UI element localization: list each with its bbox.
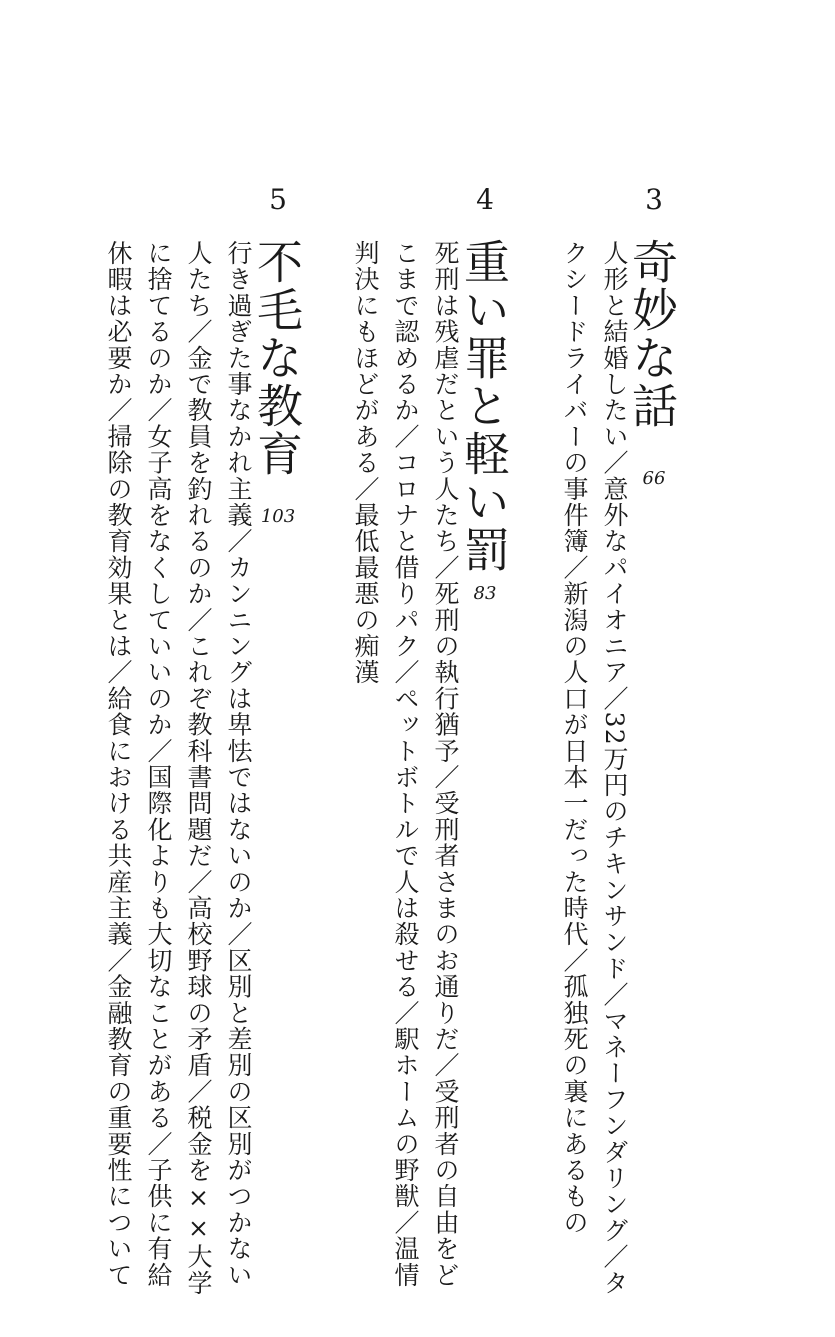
contents-line: 死刑は残虐だという人たち／死刑の執行猶予／受刑者さまのお通りだ／受刑者の自由をど <box>431 240 460 1288</box>
page-number: 66 <box>642 468 666 489</box>
section-number: 4 <box>476 183 494 216</box>
page-number: 103 <box>260 506 296 527</box>
contents-line: 人たち／金で教員を釣れるのか／これぞ教科書問題だ／高校野球の矛盾／税金を××大学 <box>184 240 213 1296</box>
contents-line: 行き過ぎた事なかれ主義／カンニングは卑怯ではないのか／区別と差別の区別がつかない <box>224 240 253 1288</box>
contents-line: こまで認めるか／コロナと借りパク／ペットボトルで人は殺せる／駅ホームの野獣／温情 <box>391 240 420 1288</box>
contents-line: に捨てるのか／女子高をなくしていいのか／国際化よりも大切なことがある／子供に有給 <box>144 240 173 1288</box>
section-number: 3 <box>645 183 663 216</box>
section-title: 奇妙な話 <box>625 238 679 430</box>
contents-line: 人形と結婚したい／意外なパイオニア／32万円のチキンサンド／マネーフンダリング／タ <box>600 240 629 1297</box>
section-contents <box>345 240 465 1288</box>
contents-line: クシードライバーの事件簿／新潟の人口が日本一だった時代／孤独死の裏にあるもの <box>560 240 589 1236</box>
section-number: 5 <box>269 183 287 216</box>
section-title: 重い罪と軽い罰 <box>457 238 511 574</box>
page-number: 83 <box>473 583 497 604</box>
contents-line: 判決にもほどがある／最低最悪の痴漢 <box>351 240 380 686</box>
section-contents <box>98 240 258 1296</box>
section-contents <box>554 240 634 1296</box>
contents-line: 休暇は必要か／掃除の教育効果とは／給食における共産主義／金融教育の重要性について <box>104 240 133 1288</box>
section-title: 不毛な教育 <box>250 238 304 478</box>
